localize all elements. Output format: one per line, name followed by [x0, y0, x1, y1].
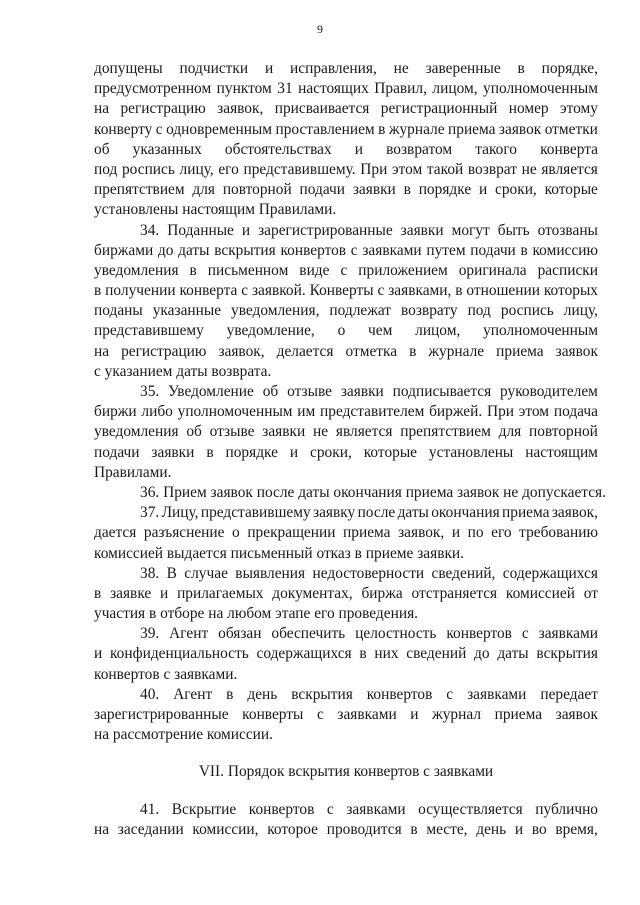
word: с указанием даты возврата. — [94, 362, 272, 380]
word: Правилами. — [94, 463, 172, 481]
word: в — [409, 342, 417, 360]
word: чем — [368, 322, 393, 340]
word: отметка — [345, 342, 398, 360]
word: В — [166, 564, 177, 582]
word: представителем — [320, 403, 425, 421]
word: путем — [426, 241, 466, 259]
word: и — [241, 221, 251, 239]
text-line — [94, 705, 598, 725]
word: подачи — [94, 443, 140, 461]
text-line — [94, 402, 598, 422]
word: с — [377, 282, 385, 300]
text-line — [94, 665, 598, 685]
word: содержащихся — [256, 645, 352, 663]
word: им — [297, 403, 316, 421]
text-line — [94, 644, 598, 664]
word: журнале — [428, 342, 485, 360]
word: и — [264, 60, 274, 77]
word: отношении — [466, 282, 540, 300]
word: 34. — [140, 221, 160, 239]
word: заверенные — [425, 60, 501, 77]
word: и — [451, 524, 461, 542]
word: до — [474, 645, 490, 663]
text-line — [94, 140, 598, 160]
text-line — [94, 584, 598, 604]
word: них — [374, 645, 399, 663]
word: подачи — [299, 181, 346, 199]
word: недостоверности — [312, 564, 425, 582]
word: При — [486, 403, 515, 421]
word: уполномоченным — [483, 80, 598, 98]
word: является — [541, 160, 598, 178]
text-line — [94, 544, 598, 564]
word: в — [226, 685, 234, 703]
text-line — [94, 221, 598, 241]
word: этому — [560, 100, 598, 118]
word: дается — [94, 524, 137, 542]
text-line — [94, 59, 598, 79]
word: до — [157, 241, 174, 259]
text-line — [94, 422, 598, 442]
word: Вскрытие — [171, 800, 237, 818]
word: 35. — [140, 383, 160, 400]
word: разъяснение — [143, 524, 225, 542]
word: приема — [343, 524, 391, 542]
word: биржи — [94, 403, 137, 421]
word: конвертов — [446, 625, 512, 643]
word: биржа — [361, 584, 403, 602]
word: возврату — [401, 302, 458, 320]
word: с — [326, 800, 334, 818]
spacer — [94, 783, 598, 800]
word: отстраняется — [411, 584, 498, 602]
word: случае — [184, 564, 228, 582]
word: подача — [553, 403, 598, 421]
word: в — [206, 443, 214, 461]
word: документах, — [272, 584, 353, 602]
word: не — [393, 60, 409, 77]
word: присваивается — [274, 100, 370, 118]
text-line — [94, 301, 598, 321]
word: в — [520, 241, 528, 259]
word: Уведомление — [168, 383, 254, 400]
word: уведомление, — [226, 322, 315, 340]
word: и — [160, 584, 169, 602]
word: делается — [276, 342, 334, 360]
word: 31 — [277, 80, 293, 98]
text-line — [94, 261, 598, 281]
text-line — [94, 564, 598, 584]
word: которых — [543, 282, 598, 300]
word: 37. — [140, 504, 160, 522]
text-line — [94, 362, 598, 382]
text-line — [94, 79, 598, 99]
word: заявок — [498, 120, 542, 138]
word: Конверты — [309, 282, 374, 300]
word: на — [94, 342, 110, 360]
word: после — [357, 504, 396, 522]
word: Агент — [169, 625, 209, 643]
word: с — [316, 706, 324, 723]
word: заявок — [555, 342, 598, 360]
word: передает — [540, 685, 598, 703]
word: представившему. — [243, 160, 356, 178]
text-line — [94, 624, 598, 644]
word: сроки, — [495, 181, 537, 199]
word: заявками — [346, 800, 406, 818]
word: сроки, — [310, 443, 352, 461]
section-heading: VII. Порядок вскрытия конвертов с заявками — [198, 763, 494, 781]
word: проставлением — [275, 120, 375, 138]
word: во — [531, 820, 547, 838]
word: комиссию — [532, 241, 598, 259]
word: роспись — [121, 160, 175, 178]
word: пунктом — [216, 80, 272, 98]
word: является — [335, 423, 393, 441]
word: биржами — [94, 241, 154, 259]
word: допущены — [94, 60, 163, 77]
word: этом — [518, 403, 550, 421]
text-line — [94, 483, 606, 503]
word: в — [359, 645, 367, 663]
word: и — [514, 820, 524, 838]
word: заявок, — [218, 342, 265, 360]
word: регистрацию — [120, 100, 206, 118]
text-line — [94, 382, 598, 402]
word: содержащихся — [502, 564, 598, 582]
word: конверты — [242, 706, 304, 723]
word: окончания — [431, 504, 500, 522]
word: на — [94, 820, 110, 838]
word: заявок — [555, 706, 598, 723]
word: участия в отборе на любом этапе его проведения. — [94, 605, 418, 623]
text-line — [94, 443, 598, 463]
word: в — [403, 181, 411, 199]
word: для — [192, 181, 216, 199]
word: конверта — [179, 282, 238, 300]
word: на рассмотрение комиссии. — [94, 726, 273, 744]
text-line — [94, 523, 598, 543]
word: заявками — [538, 625, 598, 643]
word: указанные — [152, 302, 222, 320]
word: заявки — [400, 221, 444, 239]
word: заявками — [337, 706, 397, 723]
word: возвратом — [386, 140, 453, 158]
word: конверта — [540, 140, 598, 158]
word: конвертов — [248, 800, 315, 818]
word: заявке — [110, 584, 152, 602]
word: не — [521, 160, 537, 178]
word: сведений — [406, 645, 467, 663]
text-line — [94, 180, 598, 200]
word: такой — [426, 160, 464, 178]
word: либо — [141, 403, 173, 421]
text-block-before-heading — [94, 59, 606, 745]
word: настоящих — [298, 80, 369, 98]
word: биржей. — [429, 403, 483, 421]
word: которое — [267, 820, 319, 838]
word: вскрытия — [291, 685, 353, 703]
word: с — [446, 685, 454, 703]
word: зарегистрированные — [258, 221, 393, 239]
word: получении — [105, 282, 176, 300]
word: приложением — [358, 261, 448, 279]
word: возврат — [467, 160, 517, 178]
word: в — [410, 820, 418, 838]
word: заявки — [262, 423, 306, 441]
word: быть — [497, 221, 530, 239]
word: от — [583, 584, 598, 602]
text-line — [94, 281, 598, 301]
word: порядке, — [541, 60, 598, 77]
word: с — [350, 241, 358, 259]
word: отметки — [544, 120, 598, 138]
word: исправления, — [290, 60, 377, 77]
word: заявкой. — [251, 282, 306, 300]
word: месте, — [426, 820, 468, 838]
text-line — [94, 604, 598, 624]
word: об — [262, 383, 279, 400]
word: и — [354, 140, 364, 158]
word: в — [455, 282, 463, 300]
word: заявок, — [551, 504, 598, 522]
text-line — [94, 800, 598, 820]
spacer — [94, 745, 598, 762]
word: и — [410, 706, 419, 723]
word: конвертов с заявками. — [94, 665, 238, 683]
word: с — [155, 120, 163, 138]
word: этом — [391, 160, 423, 178]
word: обстоятельствах — [224, 140, 332, 158]
word: письменном — [207, 261, 289, 279]
word: Поданные — [167, 221, 234, 239]
word: Лицу, — [161, 504, 199, 522]
word: в — [189, 261, 197, 279]
text-line — [94, 200, 598, 220]
word: лицу, — [563, 302, 598, 320]
word: номер — [508, 100, 549, 118]
word: предусмотренном — [94, 80, 212, 98]
word: 39. — [140, 625, 160, 643]
word: по — [467, 524, 484, 542]
word: подлежат — [329, 302, 392, 320]
word: уведомления — [94, 261, 179, 279]
word: даты — [397, 504, 429, 522]
word: осуществляется — [418, 800, 523, 818]
word: одновременным — [166, 120, 273, 138]
text-line — [94, 120, 598, 140]
word: подачи — [470, 241, 516, 259]
word: вскрытия — [536, 645, 598, 663]
word: заявками, — [388, 282, 452, 300]
word: представившему — [200, 504, 311, 522]
word: приема — [494, 706, 543, 723]
word: журнале — [388, 120, 445, 138]
word: указанных — [132, 140, 202, 158]
word: комиссией — [505, 584, 575, 602]
word: публично — [535, 800, 598, 818]
word: заявки — [151, 443, 195, 461]
word: прекращении — [247, 524, 336, 542]
word: регистрацию — [121, 342, 207, 360]
word: приема — [448, 120, 496, 138]
text-line — [94, 99, 598, 119]
word: под — [94, 160, 118, 178]
word: заявок, — [398, 524, 445, 542]
document-body — [94, 59, 606, 840]
word: представившему — [94, 322, 204, 340]
word: комиссии, — [192, 820, 259, 838]
word: обеспечить — [271, 625, 346, 643]
word: подчистки — [179, 60, 249, 77]
word: время, — [555, 820, 598, 838]
word: 36. Прием заявок после даты окончания приема заявок не допускается. — [140, 483, 606, 501]
word: такого — [475, 140, 517, 158]
word: сведений, — [431, 564, 496, 582]
word: заявки — [340, 383, 384, 400]
word: подписывается — [392, 383, 492, 400]
word: установлены — [428, 443, 514, 461]
word: поданы — [94, 302, 143, 320]
text-line — [94, 725, 598, 745]
word: приема — [502, 504, 550, 522]
page-number: 9 — [317, 22, 323, 36]
word: отозваны — [537, 221, 598, 239]
text-block-after-heading — [94, 800, 598, 840]
word: о — [337, 322, 346, 340]
word: уполномоченным — [483, 322, 598, 340]
word: Правил, — [374, 80, 427, 98]
text-line — [94, 160, 598, 180]
text-line — [94, 685, 598, 705]
word: заявок, — [217, 100, 264, 118]
word: оригинала — [458, 261, 527, 279]
word: расписки — [537, 261, 598, 279]
word: с — [340, 261, 348, 279]
word: конвертов — [280, 241, 347, 259]
word: Агент — [173, 685, 213, 703]
word: в — [517, 60, 525, 77]
word: обязан — [218, 625, 262, 643]
word: выявления — [235, 564, 306, 582]
word: конфиденциальность — [109, 645, 249, 663]
word: руководителем — [500, 383, 598, 400]
word: даты — [178, 241, 210, 259]
word: журнал — [432, 706, 482, 723]
word: роспись — [500, 302, 554, 320]
word: заседании — [117, 820, 184, 838]
word: его — [491, 524, 512, 542]
word: повторной — [529, 423, 598, 441]
word: препятствием — [400, 423, 491, 441]
text-line — [94, 321, 598, 341]
word: виде — [299, 261, 330, 279]
word: лицом, — [432, 80, 478, 98]
word: даты — [497, 645, 529, 663]
word: с — [241, 282, 249, 300]
word: заявками — [467, 685, 527, 703]
word: 41. — [140, 800, 160, 818]
word: вскрытия — [214, 241, 276, 259]
word: 38. — [140, 564, 160, 582]
text-line — [94, 820, 598, 840]
word: в — [94, 282, 102, 300]
word: под — [467, 302, 491, 320]
word: лицом, — [415, 322, 461, 340]
word: установлены настоящим Правилами. — [94, 201, 337, 219]
word: уведомления, — [231, 302, 320, 320]
word: заявки — [352, 181, 396, 199]
word: конверту — [94, 120, 153, 138]
word: отзыве — [287, 383, 332, 400]
word: 40. — [140, 685, 160, 703]
word: об — [186, 423, 202, 441]
word: его — [218, 160, 239, 178]
word: порядке — [418, 181, 472, 199]
word: с — [521, 625, 529, 643]
word: о — [232, 524, 240, 542]
word: на — [94, 100, 110, 118]
word: настоящим — [525, 443, 598, 461]
word: и — [478, 181, 488, 199]
word: При — [360, 160, 388, 178]
word: которые — [363, 443, 418, 461]
word: для — [498, 423, 522, 441]
word: требованию — [519, 524, 598, 542]
word: и — [94, 645, 103, 663]
word: отзыве — [209, 423, 255, 441]
word: которые — [544, 181, 598, 199]
word: и — [289, 443, 299, 461]
word: заявку — [313, 504, 356, 522]
word: порядке — [225, 443, 278, 461]
word: об — [94, 140, 110, 158]
word: не — [313, 423, 329, 441]
word: могут — [451, 221, 490, 239]
word: день — [247, 685, 278, 703]
word: препятствием — [94, 181, 185, 199]
word: в — [378, 120, 386, 138]
text-line — [94, 241, 598, 261]
word: регистрационный — [380, 100, 498, 118]
word: проводится — [326, 820, 402, 838]
word: день — [476, 820, 507, 838]
word: уведомления — [94, 423, 179, 441]
word: прилагаемых — [177, 584, 264, 602]
word: целостность — [355, 625, 437, 643]
word: приема — [496, 342, 544, 360]
text-line — [94, 503, 598, 523]
text-line — [94, 463, 598, 483]
word: уполномоченным — [177, 403, 293, 421]
word: лицу, — [179, 160, 214, 178]
word: конвертов — [366, 685, 433, 703]
text-line — [94, 342, 598, 362]
word: зарегистрированные — [94, 706, 229, 723]
word: повторной — [222, 181, 292, 199]
word: заявками — [362, 241, 422, 259]
word: в — [94, 584, 102, 602]
word: комиссией выдается письменный отказ в приеме заявки. — [94, 544, 465, 562]
